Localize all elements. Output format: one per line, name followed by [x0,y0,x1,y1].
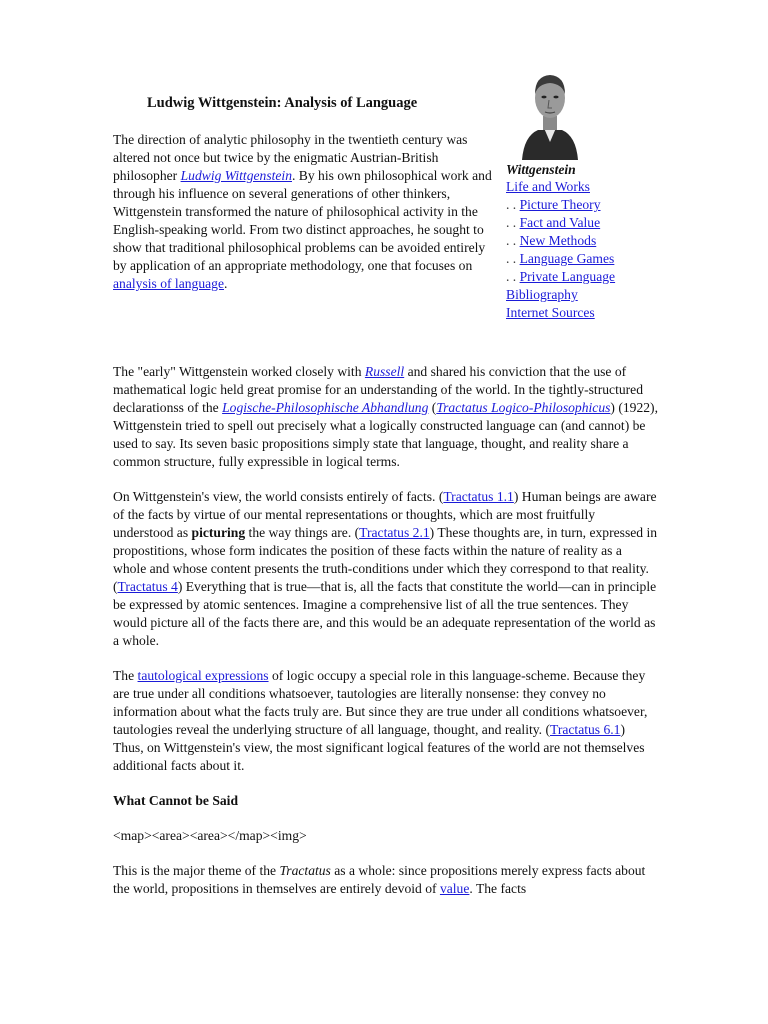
text: ) Everything that is true—that is, all the facts that constitute the world—can in principle be expressed by atomic sentences. Imagine a comprehensive list of all the true sentences. They would picture all of the facts there are, and this would be an adequate representation of the world as a whole. [113,579,657,648]
link-value[interactable]: value [439,881,470,896]
text: The [113,668,138,683]
nav-indent-dots: . . [506,251,520,266]
nav-indent-dots: . . [506,197,520,212]
sidebar-nav-item [506,268,656,286]
text: ) Thus, on Wittgenstein's view, the most significant logical features of the world are not themselves additional facts about it. [113,722,645,773]
sidebar-link-fact-and-value[interactable]: Fact and Value [519,215,601,230]
link-russell[interactable]: Russell [364,364,405,379]
sidebar-link-private-language[interactable]: Private Language [519,269,616,284]
text: . By his own philosophical work and through his influence on several generations of other thinkers, Wittgenstein transformed the nature of philosophical activity in the English-speaking world. From two distinct approaches, he sought to show that traditional philosophical problems can be avoided entirely by application of an appropriate methodology, one that focuses on [113,168,492,273]
link-tractatus-6-1[interactable]: Tractatus 6.1 [550,722,621,737]
nav-indent-dots: . . [506,233,520,248]
link-tautological-expressions[interactable]: tautological expressions [137,668,269,683]
sidebar-nav [506,178,656,322]
paragraph-world-of-facts [113,488,658,650]
text: of logic occupy a special role in this language-scheme. Because they are true under all conditions whatsoever, tautologies are literally nonsense: they convey no information about what the facts truly are. But since they are true under all conditions whatsoever, tautologies reveal the underlying structure of all language, thought, and reality. ( [113,668,648,737]
emphasis-tractatus: Tractatus [279,863,331,878]
emphasis-picturing: picturing [191,525,246,540]
sidebar [506,64,656,322]
link-tractatus-2-1[interactable]: Tractatus 2.1 [359,525,430,540]
text: . The facts [469,881,527,896]
sidebar-link-life-and-works[interactable]: Life and Works [506,179,590,194]
paragraph-value [113,862,658,898]
sidebar-link-picture-theory[interactable]: Picture Theory [519,197,601,212]
sidebar-nav-item [506,304,656,322]
sidebar-nav-item [506,214,656,232]
text: The direction of analytic philosophy in the twentieth century was altered not once but twice by the enigmatic Austrian-British philosopher [113,132,468,183]
link-analysis-of-language[interactable]: analysis of language [113,276,224,291]
sidebar-nav-item [506,196,656,214]
text: ( [428,400,437,415]
text: the way things are. ( [245,525,360,540]
sidebar-link-new-methods[interactable]: New Methods [519,233,597,248]
nav-indent-dots: . . [506,215,520,230]
text: ) (1922), Wittgenstein tried to spell out precisely what a logically constructed language can (and cannot) be used to say. Its seven basic propositions simply state that language, thought, and reality share a common structure, fully expressible in logical terms. [113,400,658,469]
sidebar-nav-item [506,178,656,196]
paragraph-tautologies [113,667,658,775]
main-content [113,363,658,915]
link-logische-philosophische-abhandlung[interactable]: Logische-Philosophische Abhandlung [222,400,429,415]
text: . [223,276,228,291]
text: This is the major theme of the [113,863,280,878]
nav-indent-dots: . . [506,269,520,284]
text: as a whole: since propositions merely express facts about the world, propositions in themselves are entirely devoid of [113,863,646,896]
raw-markup-text: <map><area><area></map><img> [113,828,307,843]
text: ) Human beings are aware of the facts by virtue of our mental representations or thoughts, which are most fruitfully understood as [113,489,657,540]
text: The "early" Wittgenstein worked closely with [113,364,365,379]
text: On Wittgenstein's view, the world consists entirely of facts. ( [113,489,444,504]
link-tractatus-1-1[interactable]: Tractatus 1.1 [443,489,514,504]
paragraph-early-wittgenstein [113,363,658,471]
link-tractatus-4[interactable]: Tractatus 4 [117,579,178,594]
sidebar-nav-item [506,286,656,304]
link-tractatus-logico-philosophicus[interactable]: Tractatus Logico-Philosophicus [436,400,611,415]
wittgenstein-portrait [518,64,582,160]
page-title: Ludwig Wittgenstein: Analysis of Language [147,95,418,111]
portrait-caption: Wittgenstein [506,162,576,177]
intro-paragraph [113,131,495,293]
text: and shared his conviction that the use of mathematical logic held great promise for an understanding of the world. In the tightly-structured declarationss of the [113,364,643,415]
sidebar-link-bibliography[interactable]: Bibliography [506,287,578,302]
section-heading-what-cannot-be-said: What Cannot be Said [113,793,239,808]
text: ) These thoughts are, in turn, expressed in propostitions, whose form indicates the position of these facts within the nature of reality as a whole and whose content presents the truth-conditions under which they correspond to that reality. ( [113,525,658,594]
sidebar-nav-item [506,250,656,268]
sidebar-link-internet-sources[interactable]: Internet Sources [506,305,595,320]
sidebar-link-language-games[interactable]: Language Games [519,251,615,266]
link-ludwig-wittgenstein[interactable]: Ludwig Wittgenstein [180,168,292,183]
sidebar-nav-item [506,232,656,250]
